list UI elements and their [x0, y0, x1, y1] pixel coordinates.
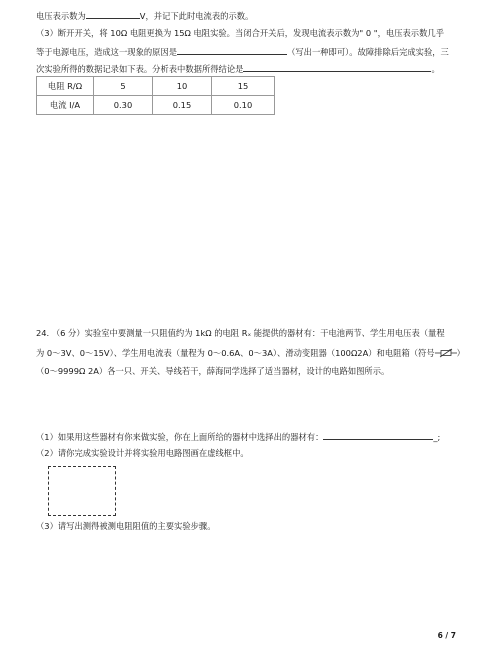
q24-line2 [36, 348, 465, 359]
equipment-blank [323, 431, 433, 440]
q23-part3-line3-suffix: 。 [431, 64, 440, 74]
data-table [36, 76, 275, 115]
circuit-drawing-frame [48, 466, 116, 516]
q24-part2: （2）请你完成实验设计并将实验用电路图画在虚线框中。 [36, 448, 249, 458]
q23-part2-prefix: 电压表示数为 [36, 11, 86, 21]
resistance-box-symbol-icon [435, 348, 457, 359]
q23-part2-tail [36, 10, 253, 20]
table-cell: 0.10 [212, 96, 275, 115]
table-cell: 0.15 [153, 96, 212, 115]
q24-line2-suffix: ） [456, 348, 465, 359]
table-cell: 0.30 [94, 96, 153, 115]
voltage-blank [86, 10, 140, 19]
q23-part3-line3-prefix: 次实验所得的数据记录如下表。分析表中数据所得结论是 [36, 64, 244, 74]
q23-part3-line1: （3）断开开关，将 10Ω 电阻更换为 15Ω 电阻实验。当闭合开关后，发现电流表示数为" 0 "，电压表示数几乎 [36, 28, 444, 38]
q24-line2-prefix: 为 0～3V、0～15V）、学生用电流表（量程为 0～0.6A、0～3A）、滑动变阻器（100Ω2A）和电阻箱（符号 [36, 348, 435, 359]
table-cell: 15 [212, 77, 275, 96]
fault-reason-blank [177, 46, 287, 55]
table-row-label: 电阻 R/Ω [37, 77, 94, 96]
q24-part3: （3）请写出测得被测电阻阻值的主要实验步骤。 [36, 521, 216, 531]
table-cell: 10 [153, 77, 212, 96]
q24-line1: 24. （6 分）实验室中要测量一只阻值约为 1kΩ 的电阻 Rₓ 能提供的器材有：干电池两节、学生用电压表（量程 [36, 328, 445, 338]
q23-part2-suffix: V，并记下此时电流表的示数。 [139, 11, 254, 21]
q24-part1 [36, 431, 440, 441]
q23-part3-line2-suffix: （写出一种即可）。故障排除后完成实验，三 [287, 47, 449, 57]
page-number: 6 / 7 [437, 631, 456, 640]
q24-part1-prefix: （1）如果用这些器材有你来做实验，你在上面所给的器材中选择出的器材有： [36, 432, 324, 442]
table-row [37, 77, 275, 96]
table-row [37, 96, 275, 115]
table-row-label: 电流 I/A [37, 96, 94, 115]
q23-part3-line2-prefix: 等于电源电压，造成这一现象的原因是 [36, 47, 178, 57]
table-cell: 5 [94, 77, 153, 96]
q23-part3-line2 [36, 46, 449, 56]
q23-part3-line3 [36, 63, 440, 73]
conclusion-blank [243, 63, 431, 72]
q24-part1-suffix: _; [433, 432, 441, 442]
q24-line3: （0～9999Ω 2A）各一只、开关、导线若干，薛海同学选择了适当器材，设计的电路如图所示。 [36, 366, 390, 376]
